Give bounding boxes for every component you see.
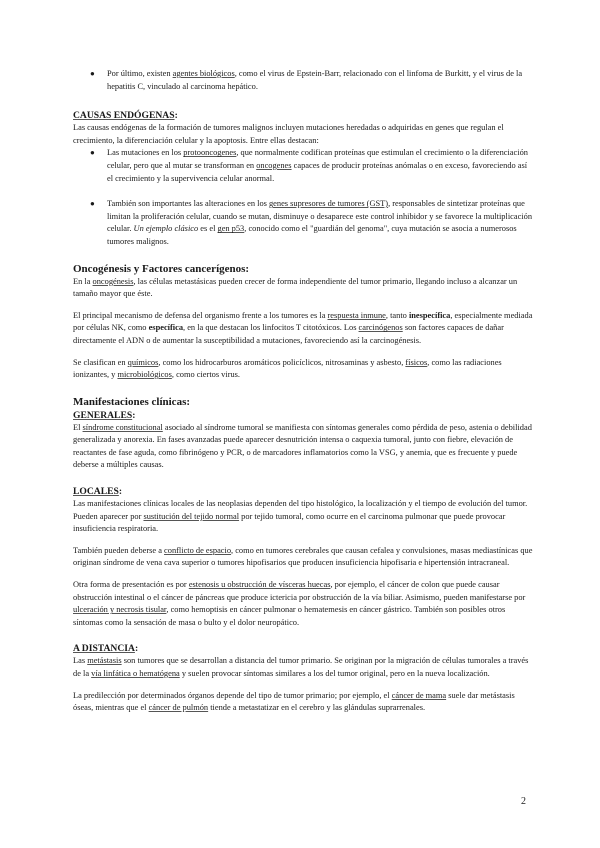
term-protooncogenes: protooncogenes (183, 148, 237, 158)
term-estenosis: estenosis u obstrucción de vísceras huecas (188, 580, 331, 590)
text: La predilección por determinados órganos depende del tipo de tumor primario; por ejemplo, el (73, 690, 392, 700)
causas-intro: Las causas endógenas de la formación de tumores malignos incluyen mutaciones heredadas o adquiridas en genes que regulan el crecimiento, la diferenciación celular y la apoptosis. Entre ellas destacan: (73, 123, 504, 145)
text: , en la que destacan los linfocitos T citotóxicos. Los (183, 323, 359, 333)
text: , como los hidrocarburos aromáticos policíclicos, nitrosaminas y asbesto, (158, 357, 406, 367)
text: suele dar metástasis óseas, mientras que el (73, 690, 515, 713)
text: , especialmente mediada por células NK, como (73, 310, 533, 333)
text: , por ejemplo, el cáncer de colon que puede causar obstrucción intestinal o el cáncer de páncreas que produce ictericia por obstrucción de la vía biliar. Asimismo, pueden manifestarse por (73, 580, 526, 602)
heading-colon: : (134, 643, 139, 655)
italic-text: Un ejemplo clásico (133, 224, 199, 234)
term-sustitucion-tejido: sustitución del tejido normal (143, 511, 240, 521)
term-oncogenesis: oncogénesis (92, 276, 134, 286)
bullet-dot-icon: ● (90, 148, 95, 158)
text: Se clasifican en (73, 357, 128, 367)
text: , como en tumores cerebrales que causan cefalea y convulsiones, masas mediastínicas que originan síndrome de vena cava superior o tumores hipofisarios que producen insuficiencia hipofisaria e hipertensión intracraneal. (73, 545, 533, 568)
heading-generales (73, 409, 533, 422)
distancia-p1 (73, 655, 533, 680)
locales-p2 (73, 545, 533, 570)
heading-text: A DISTANCIA (73, 643, 135, 655)
oncogenesis-p3 (73, 357, 533, 382)
heading-colon: : (174, 110, 178, 122)
oncogenesis-p1 (73, 276, 533, 301)
term-gst: genes supresores de tumores (GST) (268, 199, 389, 209)
heading-locales (73, 485, 533, 498)
heading-a-distancia (73, 642, 533, 655)
text: El principal mecanismo de defensa del organismo frente a los tumores es la (73, 310, 328, 320)
text: También pueden deberse a (73, 545, 165, 555)
text: Las (73, 656, 88, 666)
text: tiende a metastatizar en el cerebro y las glándulas suprarrenales. (208, 703, 426, 713)
text: , tanto (385, 310, 409, 320)
term-cancer-mama: cáncer de mama (391, 690, 447, 700)
term-sindrome-constitucional: síndrome constitucional (82, 422, 163, 432)
locales-p3 (73, 579, 533, 629)
text: , que normalmente codifican proteínas que estimulan el crecimiento o la diferenciación celular, pero que al mutar se transforman en (107, 148, 528, 170)
term-conflicto-espacio: conflicto de espacio (164, 545, 232, 555)
text: es el (198, 224, 218, 234)
text: , las células metastásicas pueden crecer de forma independiente del tumor primario, llegando incluso a alcanzar un tamaño mayor que éste. (73, 276, 518, 299)
text: , como hemoptisis en cáncer pulmonar o hematemesis en cáncer gástrico. También son posibles otros síntomas como la sensación de masa o bulto y el dolor neuropático. (73, 605, 506, 627)
term-gen-p53: gen p53 (217, 224, 245, 234)
text: por tejido tumoral, como ocurre en el carcinoma pulmonar que puede provocar insuficiencia respiratoria. (73, 511, 506, 534)
term-cancer-pulmon: cáncer de pulmón (148, 703, 209, 713)
heading-causas-endogenas (73, 109, 533, 122)
text: Por último, existen (107, 69, 173, 78)
text: Las manifestaciones clínicas locales de las neoplasias dependen del tipo histológico, la localización y el tiempo de evolución del tumor. Pueden aparecer por (73, 499, 528, 521)
term-quimicos: químicos (127, 357, 159, 367)
bullet-dot-icon: ● (90, 69, 95, 78)
term-oncogenes: oncogenes (256, 160, 292, 170)
text: capaces de producir proteínas anómalas o en exceso, favoreciendo así el crecimiento y la supervivencia celular anormal. (107, 160, 528, 183)
bold-especifica: específica (148, 323, 184, 333)
text: El (73, 422, 83, 432)
bullet-protooncogenes (73, 147, 533, 185)
text: , responsables de sintetizar proteínas que limitan la proliferación celular, cuando se mutan, disminuye o desaparece este control inhibidor y se favorece la multiplicación celular. (107, 199, 533, 234)
bullet-biological-agents (73, 68, 533, 93)
term-respuesta-inmune: respuesta inmune (327, 310, 386, 320)
term-ulceracion: ulceración y necrosis tisular (73, 605, 167, 615)
term-carcinogenos: carcinógenos (358, 323, 403, 333)
heading-oncogenesis: Oncogénesis y Factores cancerígenos: (73, 262, 250, 275)
text: , como ciertos virus. (171, 370, 241, 380)
text: En la (73, 276, 93, 286)
distancia-p2 (73, 690, 533, 715)
term-via-linfatica: vía linfática o hematógena (91, 669, 180, 678)
text: asociado al síndrome tumoral se manifiesta con síntomas generales como pérdida de peso, astenia o debilidad generalizada y anorexia. En fases avanzadas puede aparecer desnutrición intensa o caquexia tumoral, junto con fiebre, elevación de reactantes de fase aguda, como fibrinógeno y PCR, o de marcadores inflamatorios como la VSG, y anemia, que es frecuente y puede deberse a múltiples causas. (73, 422, 532, 470)
heading-text: CAUSAS ENDÓGENAS (73, 110, 175, 122)
heading-colon: : (132, 409, 136, 421)
bullet-gst (73, 198, 533, 248)
page-content (73, 68, 533, 715)
text: , como las radiaciones ionizantes, y (73, 357, 502, 380)
text: son tumores que se desarrollan a distancia del tumor primario. Se originan por la migración de células tumorales a través de la (73, 656, 529, 678)
text: y suelen provocar síntomas similares a los del tumor original, pero en la nueva localización. (179, 669, 490, 678)
locales-p1 (73, 498, 533, 536)
term-agentes-biologicos: agentes biológicos (172, 69, 235, 78)
oncogenesis-p2 (73, 310, 533, 348)
text: , como el virus de Epstein-Barr, relacionado con el linfoma de Burkitt, y el virus de la hepatitis C, vinculado al carcinoma hepático. (107, 69, 523, 91)
heading-text: LOCALES (73, 486, 119, 498)
term-fisicos: físicos (405, 357, 428, 367)
text: También son importantes las alteraciones en los (107, 199, 269, 209)
heading-colon: : (118, 486, 123, 498)
heading-manifestaciones: Manifestaciones clínicas: (73, 395, 191, 408)
heading-text: GENERALES (73, 409, 133, 421)
page-number: 2 (521, 796, 526, 807)
term-microbiologicos: microbiológicos (117, 370, 172, 380)
bold-inespecifica: inespecífica (408, 310, 451, 320)
generales-p1 (73, 422, 533, 472)
term-metastasis: metástasis (87, 656, 122, 666)
text: Las mutaciones en los (107, 148, 184, 158)
bullet-dot-icon: ● (90, 199, 95, 209)
text: son factores capaces de dañar directamente el ADN o de aumentar la susceptibilidad a mutaciones, favoreciendo así la carcinogénesis. (73, 323, 504, 345)
text: , conocido como el "guardián del genoma", cuya mutación se asocia a numerosos tumores malignos. (107, 224, 517, 246)
text: Otra forma de presentación es por (73, 580, 189, 590)
